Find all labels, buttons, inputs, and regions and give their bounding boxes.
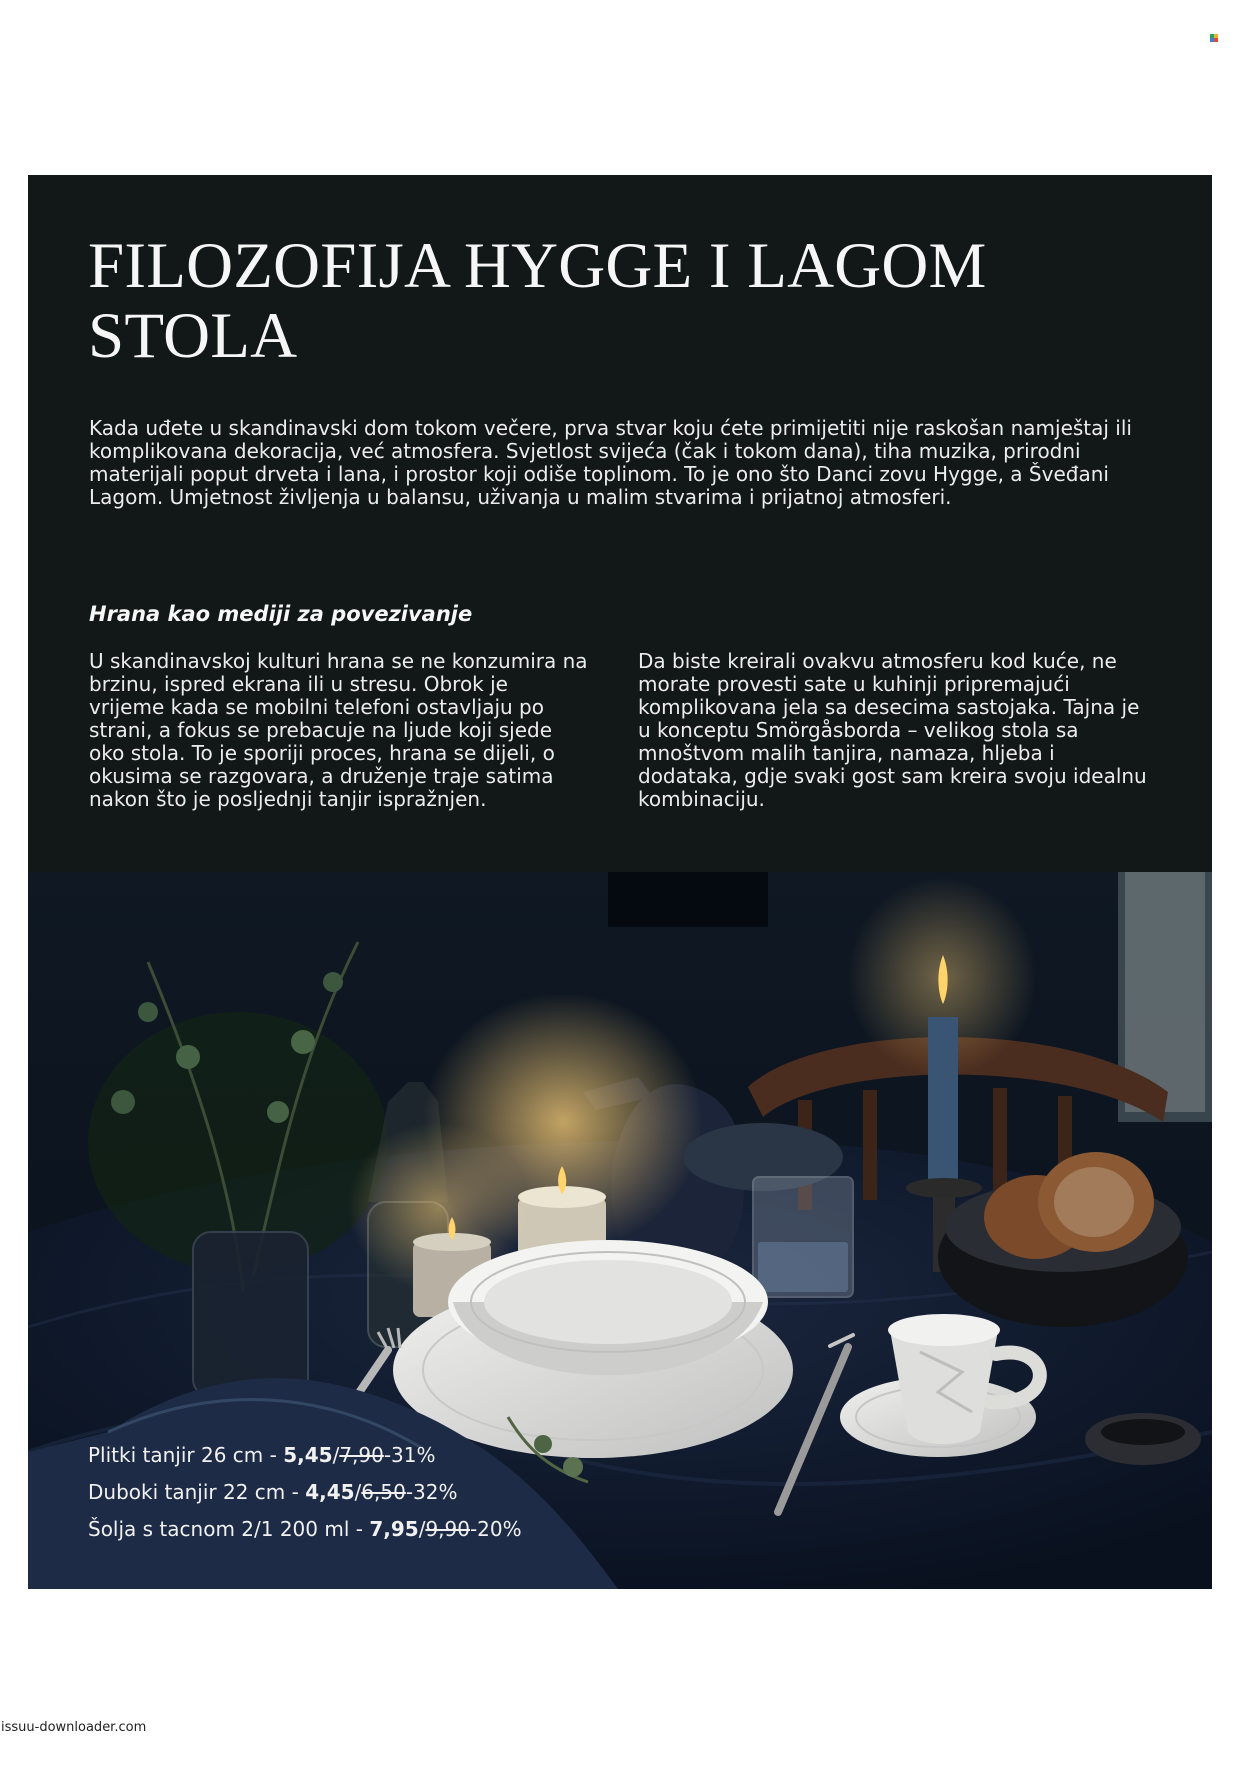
product-old-price: 7,90 — [339, 1443, 384, 1467]
article-intro: Kada uđete u skandinavski dom tokom večere, prva stvar koju ćete primijetiti nije raskošan namještaj ili komplikovana dekoracija, već atmosfera. Svjetlost svijeća (čak i tokom dana), tiha muzika, prirodni materijali poput drveta i lana, i prostor koji odiše toplinom. To je ono što Danci zovu Hygge, a Šveđani Lagom. Umjetnost življenja u balansu, uživanja u malim stvarima i prijatnoj atmosferi. — [89, 416, 1132, 509]
article-title: FILOZOFIJA HYGGE I LAGOM STOLA — [88, 230, 987, 372]
product-new-price: 4,45 — [305, 1480, 355, 1504]
product-old-price: 6,50 — [361, 1480, 406, 1504]
product-old-price: 9,90 — [425, 1517, 470, 1541]
article-text-panel — [28, 175, 1212, 872]
product-discount: -31% — [383, 1443, 436, 1467]
product-discount: -20% — [469, 1517, 522, 1541]
product-row: Plitki tanjir 26 cm - 5,45/7,90-31% — [88, 1443, 436, 1467]
section-heading: Hrana kao mediji za povezivanje — [89, 602, 473, 626]
product-new-price: 7,95 — [369, 1517, 419, 1541]
product-price-list — [88, 1443, 608, 1554]
product-name: Duboki tanjir 22 cm - — [88, 1480, 306, 1504]
product-new-price: 5,45 — [283, 1443, 333, 1467]
product-row: Duboki tanjir 22 cm - 4,45/6,50-32% — [88, 1480, 458, 1504]
article-column-right: Da biste kreirali ovakvu atmosferu kod kuće, ne morate provesti sate u kuhinji pripremajući komplikovana jela sa desecima sastojaka. Tajna je u konceptu Smörgåsborda – velikog stola sa mnoštvom malih tanjira, namaza, hljeba i dodataka, gdje svaki gost sam kreira svoju idealnu kombinaciju. — [638, 649, 1147, 811]
brand-logo — [1210, 34, 1222, 42]
magazine-page — [28, 175, 1212, 1589]
product-row: Šolja s tacnom 2/1 200 ml - 7,95/9,90-20% — [88, 1517, 522, 1541]
footer-credit: issuu-downloader.com — [1, 1720, 147, 1735]
product-name: Plitki tanjir 26 cm - — [88, 1443, 284, 1467]
product-discount: -32% — [405, 1480, 458, 1504]
article-column-left: U skandinavskoj kulturi hrana se ne konzumira na brzinu, ispred ekrana ili u stresu. Obrok je vrijeme kada se mobilni telefoni ostavljaju po strani, a fokus se prebacuje na ljude koji sjede oko stola. To je sporiji proces, hrana se dijeli, o okusima se razgovara, a druženje traje satima nakon što je posljednji tanjir ispražnjen. — [89, 649, 588, 811]
product-name: Šolja s tacnom 2/1 200 ml - — [88, 1517, 370, 1541]
